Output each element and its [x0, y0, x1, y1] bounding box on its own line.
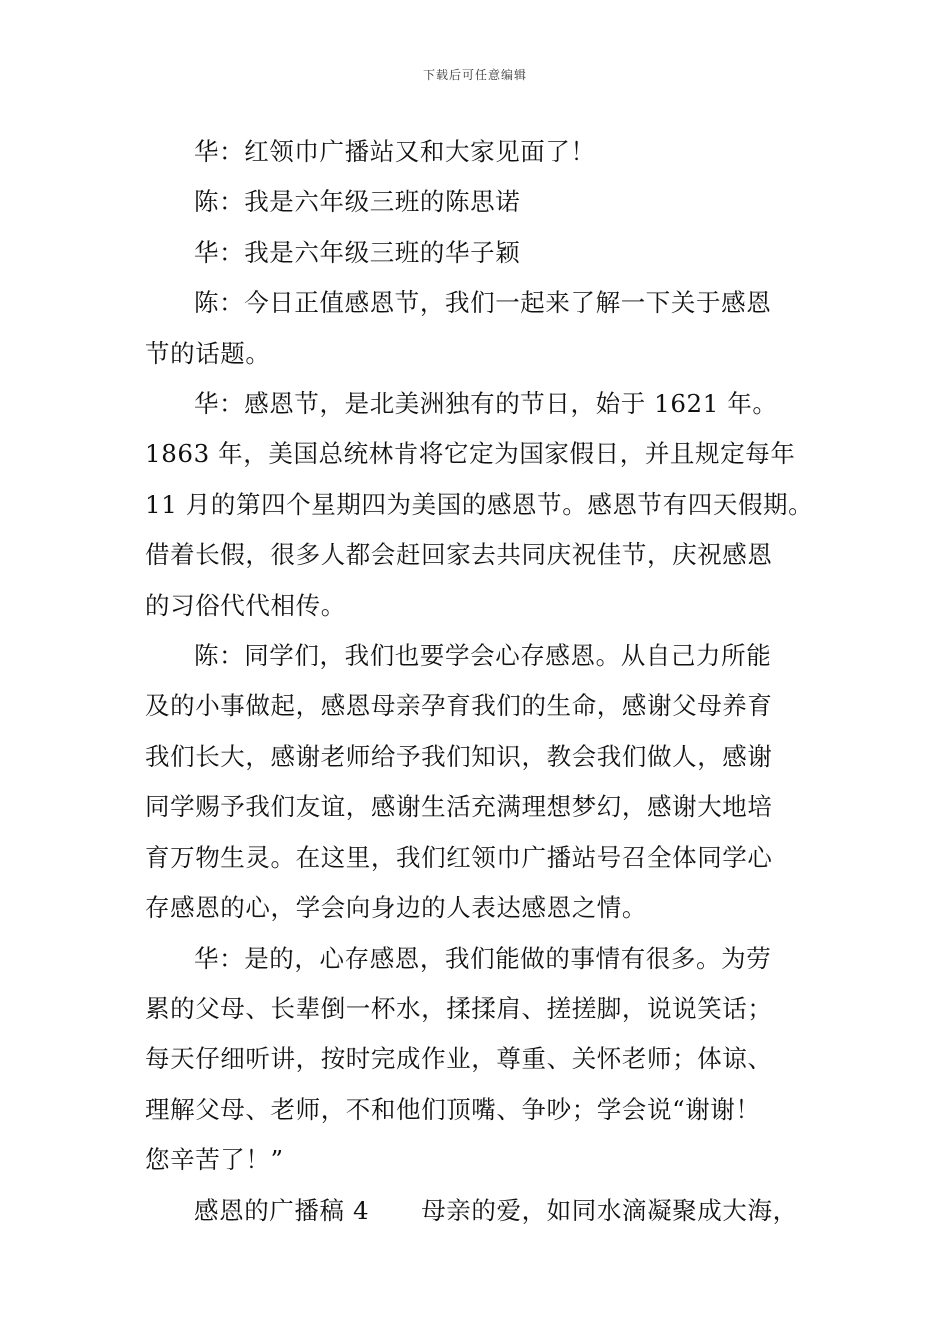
text-line: 华：感恩节，是北美洲独有的节日，始于 1621 年。 — [194, 389, 778, 419]
text-line: 累的父母、长辈倒一杯水，揉揉肩、搓搓脚，说说笑话； — [145, 993, 773, 1023]
text-line: 陈：同学们，我们也要学会心存感恩。从自己力所能 — [194, 641, 772, 671]
text-line: 理解父母、老师，不和他们顶嘴、争吵；学会说“谢谢！ — [145, 1094, 761, 1124]
section-heading-line — [145, 1186, 835, 1236]
text-line: 华：我是六年级三班的华子颖 — [194, 237, 521, 267]
paragraph — [145, 228, 835, 278]
page-header: 下载后可任意编辑 — [422, 68, 527, 82]
text-line: 及的小事做起，感恩母亲孕育我们的生命，感谢父母养育 — [145, 691, 773, 721]
paragraph — [145, 278, 835, 379]
text-line: 11 月的第四个星期四为美国的感恩节。感恩节有四天假期。 — [145, 489, 814, 519]
section-title: 感恩的广播稿 4 — [194, 1195, 370, 1225]
text-line: 我们长大，感谢老师给予我们知识，教会我们做人，感谢 — [145, 741, 773, 771]
paragraph — [145, 177, 835, 227]
text-line: 华：红领巾广播站又和大家见面了！ — [194, 137, 596, 166]
text-line: 的习俗代代相传。 — [145, 590, 346, 620]
paragraph — [145, 127, 835, 177]
section-opening-text: 母亲的爱，如同水滴凝聚成大海， — [421, 1195, 798, 1225]
text-line: 节的话题。 — [145, 338, 271, 368]
paragraph — [145, 631, 835, 933]
document-body — [145, 127, 835, 1236]
text-line: 1863 年，美国总统林肯将它定为国家假日，并且规定每年 — [145, 439, 796, 469]
paragraph — [145, 379, 835, 631]
text-line: 每天仔细听讲，按时完成作业，尊重、关怀老师；体谅、 — [145, 1044, 773, 1074]
paragraph — [145, 934, 835, 1186]
text-line: 同学赐予我们友谊，感谢生活充满理想梦幻，感谢大地培 — [145, 792, 773, 822]
text-line: 存感恩的心，学会向身边的人表达感恩之情。 — [145, 893, 647, 923]
text-line: 陈：我是六年级三班的陈思诺 — [194, 187, 521, 217]
text-line: 育万物生灵。在这里，我们红领巾广播站号召全体同学心 — [145, 842, 773, 872]
text-line: 华：是的，心存感恩，我们能做的事情有很多。为劳 — [194, 943, 772, 973]
text-line: 陈：今日正值感恩节，我们一起来了解一下关于感恩 — [194, 288, 772, 318]
text-line: 您辛苦了！” — [145, 1145, 284, 1175]
text-line: 借着长假，很多人都会赶回家去共同庆祝佳节，庆祝感恩 — [145, 540, 773, 570]
